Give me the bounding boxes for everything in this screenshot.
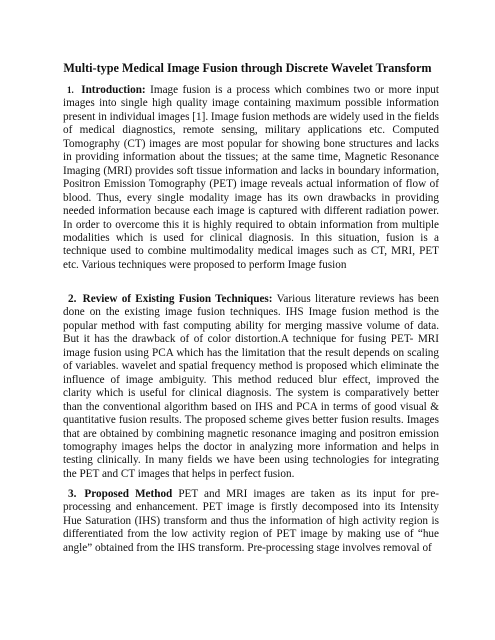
- section-introduction: [63, 84, 439, 272]
- section-heading: Proposed Method: [84, 488, 173, 500]
- section-body: Image fusion is a process which combines two or more input images into single high quality image containing maximum possible information present in individual images [1]. Image fusion methods are widely used in the fields of medical diagnostics, remote sensing, military applications etc. Computed Tomography (CT) images are most popular for showing bone structures and lacks in providing information about the tissues; at the same time, Magnetic Resonance Imaging (MRI) provides soft tissue information and lacks in boundary information, Positron Emission Tomography (PET) image reveals actual information of flow of blood. Thus, every single modality image has its own drawbacks in providing needed information because each image is captured with different radiation power. In order to overcome this it is highly required to obtain information from multiple modalities which is used for clinical diagnosis. In this situation, fusion is a technique used to combine multimodality medical images such as CT, MRI, PET etc. Various techniques were proposed to perform Image fusion: [63, 84, 440, 271]
- section-body: PET and MRI images are taken as its input for pre-processing and enhancement. PET image is firstly decomposed into its Intensity Hue Saturation (IHS) transform and thus the information of high activity region is differentiated from the low activity region of PET image by making use of “hue angle” obtained from the IHS transform. Pre-processing stage involves removal of: [63, 488, 440, 554]
- section-heading: Introduction:: [81, 84, 146, 96]
- section-number: 3.: [68, 488, 77, 500]
- section-review: [63, 293, 439, 481]
- section-heading: Review of Existing Fusion Techniques:: [82, 293, 273, 305]
- section-number: 2.: [68, 293, 77, 305]
- section-body: Various literature reviews has been done on the existing image fusion techniques. IHS Image fusion method is the popular method with fast computing ability for merging massive volume of data. But it has the drawback of of color distortion.A technique for fusing PET- MRI image fusion using PCA which has the limitation that the result depends on scaling of variables. wavelet and spatial frequency method is proposed which eliminate the influence of image ambiguity. This method reduced blur effect, improved the clarity which is useful for clinical diagnosis. The system is comparatively better than the conventional algorithm based on IHS and PCA in terms of good visual & quantitative fusion results. The proposed scheme gives better fusion results. Images that are obtained by combining magnetic resonance imaging and positron emission tomography images helps the doctor in analyzing more information and helps in testing clinically. In many fields we have been using technologies for integrating the PET and CT images that helps in perfect fusion.: [63, 293, 439, 480]
- section-number: 1.: [67, 85, 74, 95]
- section-proposed-method: [63, 488, 439, 555]
- document-title: Multi-type Medical Image Fusion through Discrete Wavelet Transform: [63, 61, 432, 75]
